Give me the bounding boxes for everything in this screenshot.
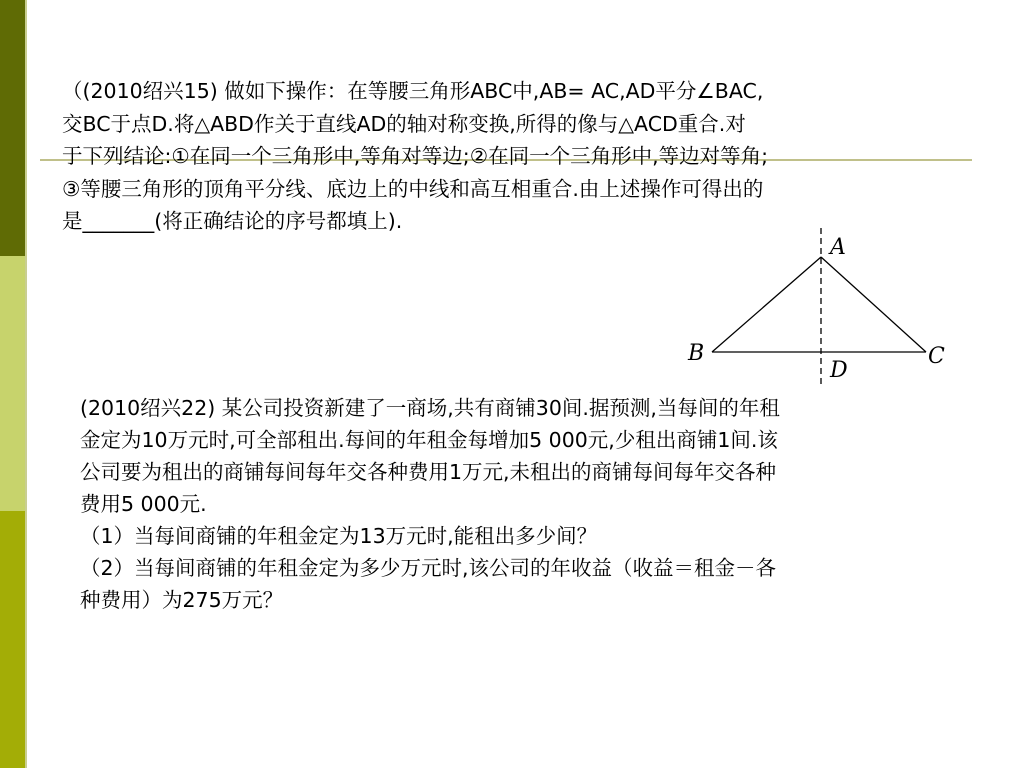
question-1-text: （(2010绍兴15) 做如下操作：在等腰三角形ABC中,AB= AC,AD平分∠BAC, 交BC于点D.将△ABD作关于直线AD的轴对称变换,所得的像与△ACD重合.对 于下列结论:①在同一个三角形中,等角对等边;②在同一个三角形中,等边对等角; ③等腰三角形的顶角平分线、底边上的中线和高互相重合.由上述操作可得出的 是_______(将正确结论的序号都填上). (62, 79, 769, 233)
left-band-dark (0, 0, 25, 256)
question-2-part-1: （1）当每间商铺的年租金定为13万元时,能租出多少间？ (80, 524, 598, 548)
vertex-label-c: C (928, 344, 945, 369)
side-ab (712, 257, 821, 352)
question-2-part-2: （2）当每间商铺的年租金定为多少万元时,该公司的年收益（收益＝租金－各 种费用）为275万元？ (80, 556, 777, 612)
left-band-olive (0, 511, 25, 768)
point-label-d: D (830, 358, 848, 383)
question-2-intro: (2010绍兴22) 某公司投资新建了一商场,共有商铺30间.据预测,当每间的年租 金定为10万元时,可全部租出.每间的年租金每增加5 000元,少租出商铺1间.该 公司要为租出的商铺每间每年交各种费用1万元,未租出的商铺每间每年交各种 费用5 000元. (80, 396, 780, 516)
left-divider-line (25, 0, 27, 768)
triangle-figure (680, 228, 960, 388)
vertex-label-b: B (688, 341, 705, 366)
question-2 (80, 392, 980, 616)
left-band-light (0, 256, 25, 511)
side-ac (821, 257, 926, 352)
vertex-label-a: A (830, 235, 846, 260)
